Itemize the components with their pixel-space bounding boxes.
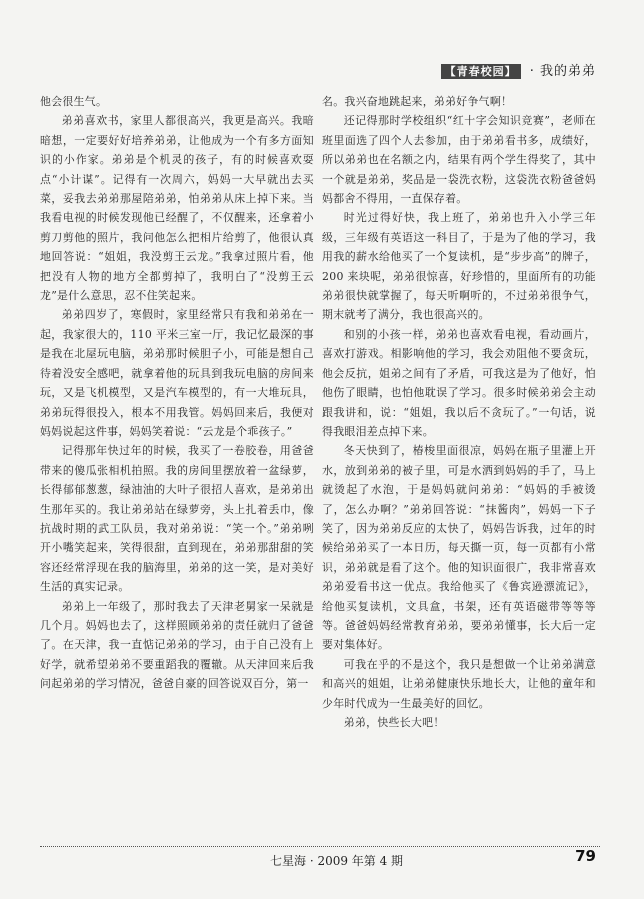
paragraph: 弟弟喜欢书，家里人都很高兴，我更是高兴。我暗暗想，一定要好好培养弟弟，让他成为一个有多方面知识的小作家。弟弟是个机灵的孩子，有的时候喜欢耍点“小计谋”。记得有一次周六，妈妈一大早就出去买菜，妥我去弟弟那屋陪弟弟，怕弟弟从床上掉下来。当我看电视的时候发现他已经醒了，不仅醒来，还拿着小剪刀剪他的照片，我问他怎么把相片给剪了，他很认真地回答说：“姐姐，我没剪王云龙。”我拿过照片看，他把没有人物的地方全都剪掉了，我明白了“没剪王云龙”是什么意思，忍不住笑起来。 xyxy=(40,114,314,303)
paragraph: 时光过得好快，我上班了，弟弟也升入小学三年级，三年级有英语这一科目了，于是为了他的学习，我用我的薪水给他买了一个复读机，是“步步高”的牌子，200 来块呢，弟弟很惊喜，好珍惜的，里面所有的功能弟弟很快就掌握了，每天听啊听的，不过弟弟很争气，期末就考了满分，我也很高兴的。 xyxy=(322,211,596,322)
paragraph: 和别的小孩一样，弟弟也喜欢看电视，看动画片，喜欢打游戏。相影响他的学习，我会劝阻他不要贪玩，他会反抗，姐弟之间有了矛盾，可我这是为了他好，怕他伤了眼睛，也怕他耽误了学习。很多时候弟弟会主动跟我讲和，说：“姐姐，我以后不贪玩了。”一句话，说得我眼泪差点掉下来。 xyxy=(322,327,596,438)
article-title: · 我的弟弟 xyxy=(529,64,596,79)
section-header xyxy=(441,60,596,79)
paragraph: 还记得那时学校组织“红十字会知识竞赛”，老师在班里面选了四个人去参加，由于弟弟看书多，成绩好，所以弟弟也在名额之内，结果有两个学生得奖了，其中一个就是弟弟，奖品是一袋洗衣粉，这袋洗衣粉爸爸妈妈都舍不得用，一直保存着。 xyxy=(322,114,596,206)
column-tag: 【青春校园】 xyxy=(441,64,521,79)
left-text-column xyxy=(40,92,314,694)
paragraph: 他会很生气。 xyxy=(40,95,108,108)
paragraph: 可我在乎的不是这个，我只是想做一个让弟弟满意和高兴的姐姐，让弟弟健康快乐地长大，让他的童年和少年时代成为一生最美好的回忆。 xyxy=(322,657,596,710)
page-number: 79 xyxy=(575,847,596,865)
paragraph: 弟弟，快些长大吧！ xyxy=(343,716,445,729)
paragraph: 记得那年快过年的时候，我买了一卷胶卷，用爸爸带来的傻瓜张相机拍照。我的房间里摆放着一盆绿萝，长得郁郁葱葱，绿油油的大叶子很招人喜欢，是弟弟出生那年买的。我让弟弟站在绿萝旁，头上扎着丢巾，像抗战时期的武工队员，我对弟弟说：“笑一个。”弟弟咧开小嘴笑起来，笑得很甜，直到现在，弟弟那甜甜的笑容还经常浮现在我的脑海里，弟弟的这一笑，是对美好生活的真实记录。 xyxy=(40,444,314,594)
footer-divider xyxy=(40,846,600,847)
paragraph: 弟弟四岁了，寒假时，家里经常只有我和弟弟在一起，我家很大的，110 平米三室一厅，我记忆最深的事是我在北屋玩电脑，弟弟那时候胆子小，可能是想自己待着没安全感吧，就拿着他的玩具到我玩电脑的房间来玩，又是飞机模型，又是汽车模型的，有一大堆玩具，弟弟玩得很投入，根本不用我管。妈妈回来后，我便对妈妈说起这件事，妈妈笑着说：“云龙是个乖孩子。” xyxy=(40,308,314,438)
paragraph: 弟弟上一年级了，那时我去了天津老舅家一呆就是几个月。妈妈也去了，这样照顾弟弟的责任就归了爸爸了。在天津，我一直惦记弟弟的学习，由于自己没有上好学，就希望弟弟不要重蹈我的覆辙。从天津回来后我问起弟弟的学习情况，爸爸自豪的回答说双百分，第一 xyxy=(40,599,314,691)
paragraph: 名。我兴奋地跳起来，弟弟好争气啊！ xyxy=(322,95,513,108)
paragraph: 冬天快到了，椿梭里面很凉，妈妈在瓶子里灌上开水，放到弟弟的被子里，可是水洒到妈妈的手了，马上就烫起了水泡，于是妈妈就问弟弟：“妈妈的手被烫了，怎么办啊？”弟弟回答说：“抹酱肉”，妈妈一下子笑了，因为弟弟反应的太快了，妈妈告诉我，过年的时候给弟弟买了一本日历，每天撕一页，每一页都有小常识，弟弟就是看了这个。他的知识面很广，我非常喜欢弟弟爱看书这一优点。我给他买了《鲁宾逊漂流记》，给他买复读机，文具盒，书架，还有英语磁带等等等等。爸爸妈妈经常教育弟弟，要弟弟懂事，长大后一定要对集体好。 xyxy=(322,444,596,652)
right-text-column xyxy=(322,92,596,732)
publication-footer: 七星海 · 2009 年第 4 期 xyxy=(270,854,404,868)
